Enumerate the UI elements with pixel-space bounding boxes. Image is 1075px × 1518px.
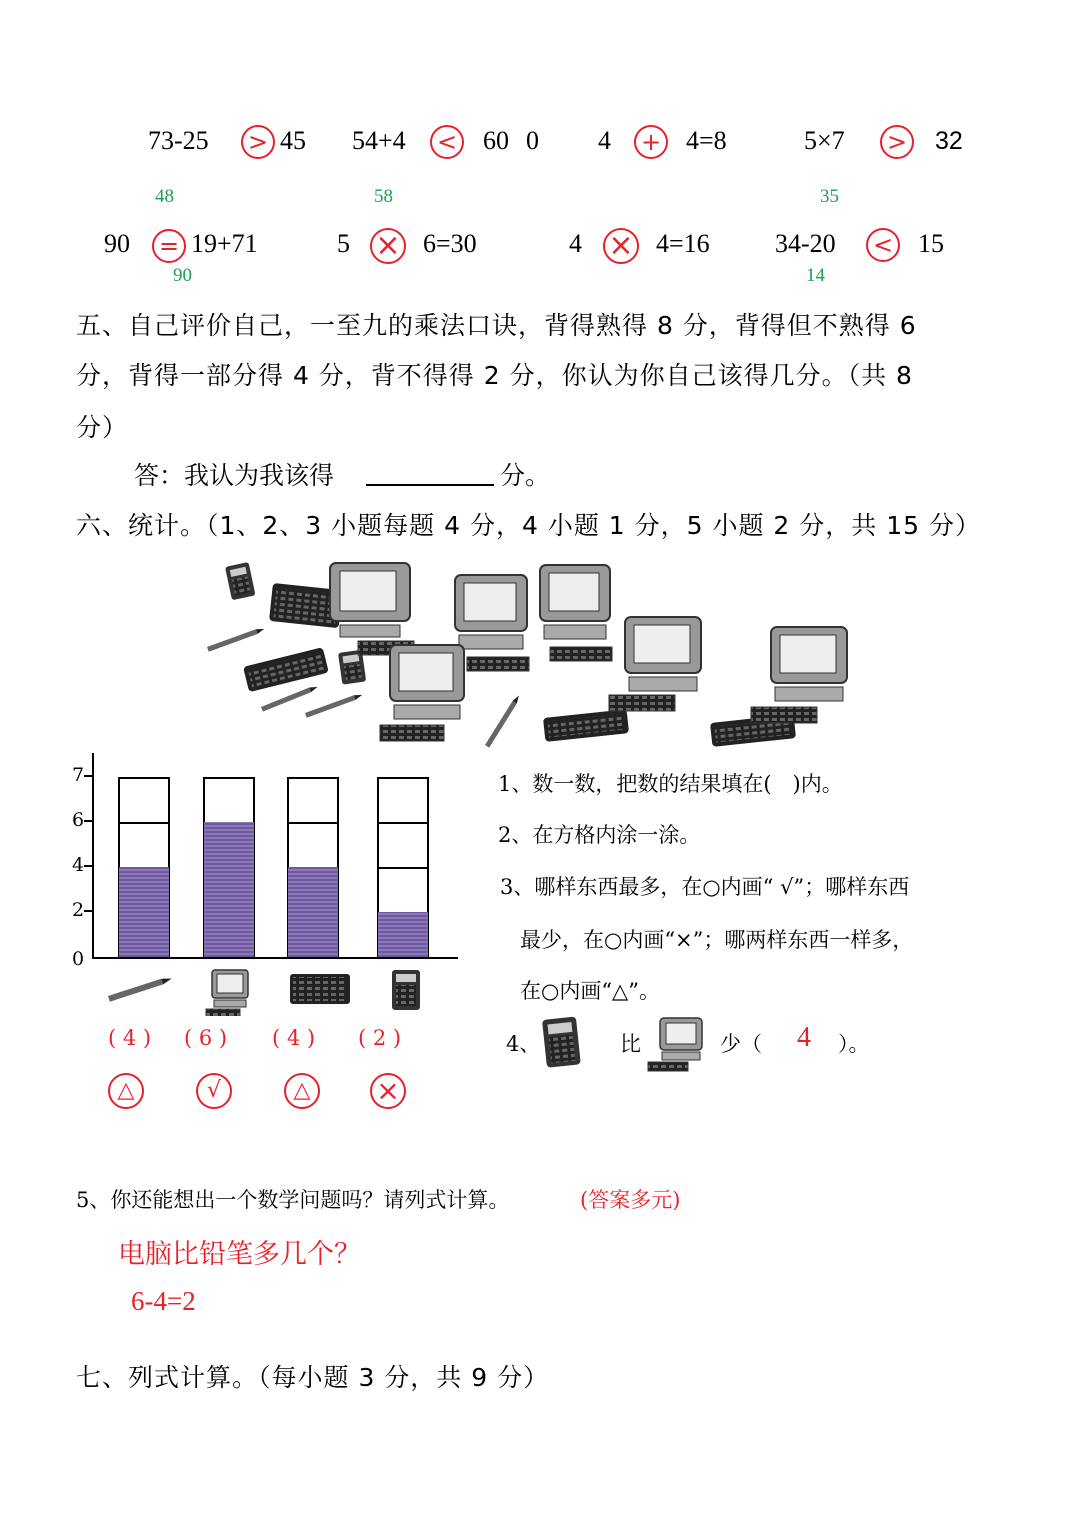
keyboard-icon xyxy=(290,974,350,1004)
mark-circle: √ xyxy=(196,1073,232,1109)
expr-right: 4=8 xyxy=(686,126,727,155)
count-label: ( 2 ) xyxy=(358,1026,402,1050)
question-4-answer: 4 xyxy=(797,1022,811,1053)
answer-circle: × xyxy=(370,228,406,264)
calculator-icon xyxy=(225,562,256,600)
grid-square[interactable] xyxy=(377,822,429,869)
working-note: 35 xyxy=(820,186,839,207)
question-4-after: 少（ xyxy=(720,1032,762,1056)
question-2: 2、在方格内涂一涂。 xyxy=(498,823,701,847)
question-4-prefix: 4、 xyxy=(506,1032,541,1056)
calculator-icon xyxy=(392,970,420,1010)
answer-circle: + xyxy=(634,125,668,159)
count-label: ( 4 ) xyxy=(272,1026,316,1050)
calculator-icon xyxy=(536,1016,586,1072)
y-tick xyxy=(84,910,94,912)
grid-square[interactable] xyxy=(377,867,429,914)
expr-right: 19+71 xyxy=(191,229,258,258)
computer-icon xyxy=(455,575,529,671)
pencil-icon xyxy=(305,692,363,717)
y-tick-label: 4 xyxy=(72,854,85,876)
grid-square[interactable] xyxy=(203,777,255,824)
working-note: 48 xyxy=(155,186,174,207)
stray-zero: 0 xyxy=(526,126,539,155)
bar-fill-keyboard xyxy=(288,867,338,957)
section6-title: 六、统计。（1、2、3 小题每题 4 分，4 小题 1 分，5 小题 2 分，共 15 分） xyxy=(76,511,981,540)
answer-circle: × xyxy=(603,228,639,264)
computer-icon xyxy=(644,1016,708,1074)
y-tick-label: 7 xyxy=(72,764,85,786)
question-5-answer-question: 电脑比铅笔多几个？ xyxy=(118,1239,361,1270)
count-label: ( 6 ) xyxy=(184,1026,228,1050)
keyboard-icon xyxy=(243,647,329,692)
expr-left: 90 xyxy=(104,229,130,258)
expr-right: 15 xyxy=(918,229,944,258)
computer-icon xyxy=(751,627,847,723)
question-5: 5、你还能想出一个数学问题吗？请列式计算。 xyxy=(76,1188,510,1212)
y-tick xyxy=(84,820,94,822)
grid-square[interactable] xyxy=(377,777,429,824)
bar-fill-computer xyxy=(204,822,254,957)
section5-line2: 分，背得一部分得 4 分，背不得得 2 分，你认为你自己该得几分。（共 8 xyxy=(76,361,913,390)
mark-circle: △ xyxy=(284,1073,320,1109)
section5-answer-suffix: 分。 xyxy=(500,461,551,490)
count-label: ( 4 ) xyxy=(108,1026,152,1050)
section5-answer-prefix: 答：我认为我该得 xyxy=(134,461,335,490)
answer-circle: < xyxy=(430,125,464,159)
expr-right: 45 xyxy=(280,126,306,155)
computer-icon xyxy=(609,617,701,711)
section7-title: 七、列式计算。（每小题 3 分，共 9 分） xyxy=(76,1363,550,1392)
grid-square[interactable] xyxy=(118,822,170,869)
grid-square[interactable] xyxy=(287,822,339,869)
answer-circle: > xyxy=(241,125,275,159)
working-note: 58 xyxy=(374,186,393,207)
grid-square[interactable] xyxy=(287,777,339,824)
bar-fill-pencil xyxy=(119,867,169,957)
computer-icon xyxy=(540,565,612,661)
computer-icon xyxy=(380,645,464,741)
computer-icon xyxy=(330,563,414,655)
expr-5x7: 5×7 xyxy=(804,126,845,155)
answer-circle: < xyxy=(866,228,900,262)
expr-73-25: 73-25 xyxy=(148,126,209,155)
question-4-mid: 比 xyxy=(620,1032,641,1056)
pencil-icon xyxy=(261,685,319,712)
keyboard-icon xyxy=(543,709,629,742)
grid-square[interactable] xyxy=(118,777,170,824)
expr-left: 4 xyxy=(569,229,582,258)
y-tick-label: 2 xyxy=(72,899,85,921)
y-tick-label: 6 xyxy=(72,809,85,831)
question-3-line1: 3、哪样东西最多，在○内画“ √”；哪样东西 xyxy=(500,875,910,899)
question-5-note: (答案多元) xyxy=(580,1188,681,1212)
question-4-end: ）。 xyxy=(838,1032,870,1056)
mark-circle: × xyxy=(370,1073,406,1109)
pencil-icon xyxy=(108,976,173,1002)
answer-circle: > xyxy=(880,125,914,159)
bar-fill-calculator xyxy=(378,912,428,957)
expr-left: 5 xyxy=(337,229,350,258)
answer-blank-line[interactable] xyxy=(366,484,494,486)
section5-line1: 五、自己评价自己，一至九的乘法口诀，背得熟得 8 分，背得但不熟得 6 xyxy=(76,311,917,340)
pencil-icon xyxy=(485,694,521,748)
section5-line3: 分） xyxy=(76,413,129,442)
y-axis xyxy=(92,753,94,959)
pencil-icon xyxy=(207,626,265,651)
y-tick-label: 0 xyxy=(72,948,85,970)
computer-icon xyxy=(206,970,248,1016)
expr-right: 32 xyxy=(935,127,963,155)
expr-54+4: 54+4 xyxy=(352,126,406,155)
working-note: 14 xyxy=(806,265,825,286)
expr-left: 4 xyxy=(598,126,611,155)
question-1: 1、数一数，把数的结果填在( )内。 xyxy=(498,772,843,796)
objects-illustration xyxy=(195,555,865,755)
question-3-line2: 最少，在○内画“×”；哪两样东西一样多， xyxy=(520,928,914,952)
expr-right: 60 xyxy=(483,126,509,155)
y-tick xyxy=(84,865,94,867)
expr-right: 6=30 xyxy=(423,229,477,258)
mark-circle: △ xyxy=(108,1073,144,1109)
answer-circle: = xyxy=(152,229,186,263)
question-5-answer-equation: 6-4=2 xyxy=(131,1286,196,1316)
expr-right: 4=16 xyxy=(656,229,710,258)
working-note: 90 xyxy=(173,265,192,286)
expr-left: 34-20 xyxy=(775,229,836,258)
question-3-line3: 在○内画“△”。 xyxy=(520,979,660,1003)
y-tick xyxy=(84,775,94,777)
category-icons xyxy=(100,966,450,1016)
